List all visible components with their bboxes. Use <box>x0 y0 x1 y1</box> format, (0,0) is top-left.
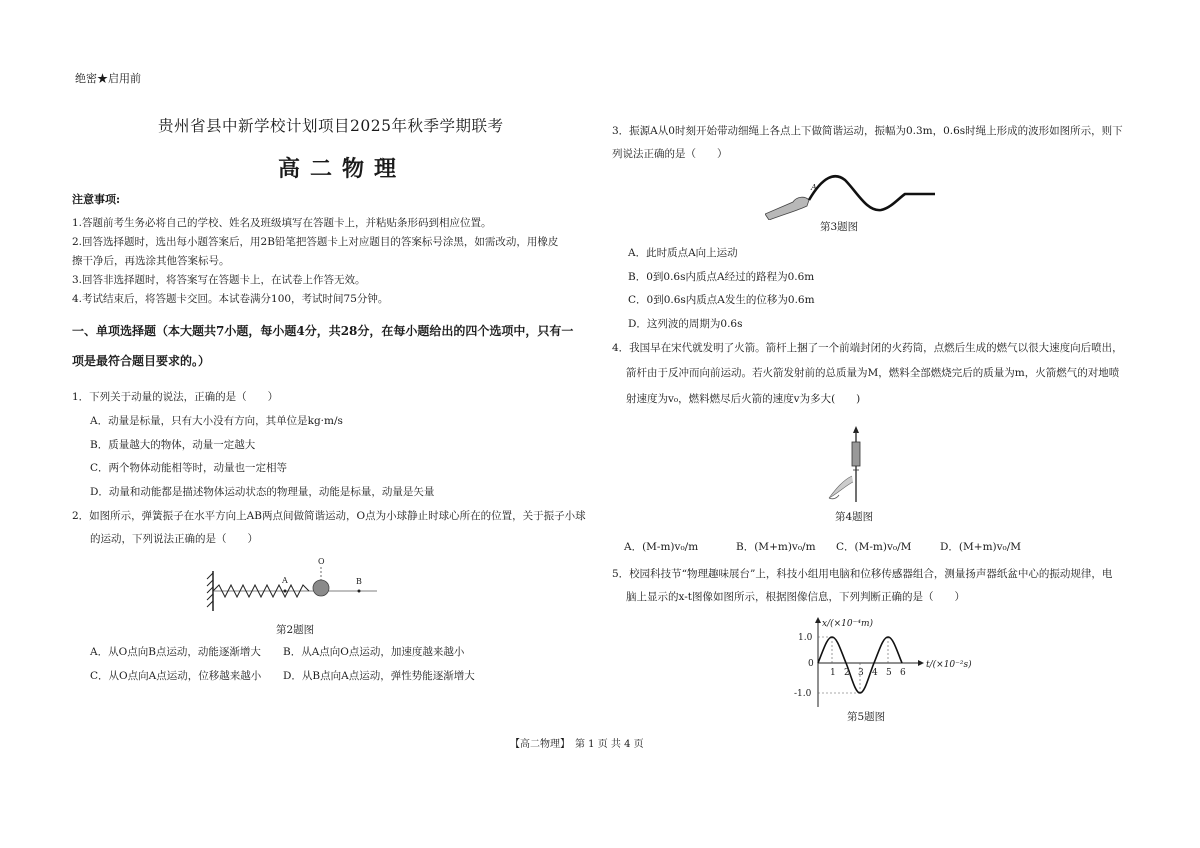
y-tick-label: -1.0 <box>794 689 812 699</box>
q4-stem: 箭杆由于反冲而向前运动。若火箭发射前的总质量为M，燃料全部燃烧完后的质量为m，火箭燃气的对地喷 <box>626 367 1120 379</box>
q1-stem: 1．下列关于动量的说法，正确的是（ ） <box>72 391 279 403</box>
notice-item: 擦干净后，再选涂其他答案标号。 <box>72 255 230 267</box>
x-tick-label: 6 <box>900 668 906 678</box>
notice-item: 2.回答选择题时，选出每小题答案后，用2B铅笔把答题卡上对应题目的答案标号涂黑，如需改动，用橡皮 <box>72 236 559 248</box>
q5-caption: 第5题图 <box>847 711 886 723</box>
subject-title: 高二物理 <box>278 156 407 182</box>
q2-stem: 2．如图所示，弹簧振子在水平方向上AB两点间做简谐运动，O点为小球静止时球心所在的位置，关于振子小球 <box>72 510 586 522</box>
q2-option-b: B．从A点向O点运动，加速度越来越小 <box>283 646 465 658</box>
x-tick-label: 3 <box>858 668 864 678</box>
q2-option-a: A．从O点向B点运动，动能逐渐增大 <box>90 646 261 658</box>
section-heading: 项是最符合题目要求的。） <box>72 354 211 368</box>
q2-stem: 的运动，下列说法正确的是（ ） <box>90 533 258 545</box>
point-a-label: A <box>811 183 817 192</box>
x-tick-label: 4 <box>872 668 878 678</box>
q1-option-d: D．动量和动能都是描述物体运动状态的物理量，动能是标量，动量是矢量 <box>90 486 435 498</box>
q3-option-d: D．这列波的周期为0.6s <box>628 318 743 330</box>
xt-graph-figure <box>790 615 1015 710</box>
q4-stem: 4．我国早在宋代就发明了火箭。箭杆上捆了一个前端封闭的火药筒，点燃后生成的燃气以很大速度向后喷出， <box>612 342 1123 354</box>
q1-option-c: C．两个物体动能相等时，动量也一定相等 <box>90 462 288 474</box>
point-o-label: O <box>318 557 325 566</box>
q4-option-d: D．(M+m)v₀/M <box>940 541 1022 553</box>
q2-option-c: C．从O点向A点运动，位移越来越小 <box>90 670 262 682</box>
y-tick-label: 1.0 <box>798 633 813 643</box>
notice-item: 4.考试结束后，将答题卡交回。本试卷满分100，考试时间75分钟。 <box>72 293 389 305</box>
q1-option-b: B．质量越大的物体，动量一定越大 <box>90 439 256 451</box>
exam-title: 贵州省县中新学校计划项目2025年秋季学期联考 <box>158 117 504 135</box>
notice-heading: 注意事项: <box>72 193 121 206</box>
confidential-mark: 绝密★启用前 <box>75 72 141 85</box>
rope-wave-figure <box>765 170 940 220</box>
q3-option-b: B．0到0.6s内质点A经过的路程为0.6m <box>628 271 815 283</box>
q4-stem: 射速度为v₀，燃料燃尽后火箭的速度v为多大( ) <box>626 393 861 405</box>
section-heading: 一、单项选择题（本大题共7小题，每小题4分，共28分，在每小题给出的四个选项中，只有一 <box>72 324 574 338</box>
x-tick-label: 1 <box>830 668 836 678</box>
y-tick-label: 0 <box>808 659 814 669</box>
q1-option-a: A．动量是标量，只有大小没有方向，其单位是kg·m/s <box>90 415 343 427</box>
page-footer: 【高二物理】 第 1 页 共 4 页 <box>510 739 644 750</box>
x-axis-label: t/(×10⁻²s) <box>926 660 972 670</box>
q4-option-a: A．(M-m)v₀/m <box>624 541 699 553</box>
q3-stem: 3．振源A从0时刻开始带动细绳上各点上下做简谐运动，振幅为0.3m，0.6s时绳上形成的波形如图所示，则下 <box>612 125 1123 137</box>
notice-item: 3.回答非选择题时，将答案写在答题卡上，在试卷上作答无效。 <box>72 274 366 286</box>
point-a-label: A <box>282 576 288 585</box>
q3-option-c: C．0到0.6s内质点A发生的位移为0.6m <box>628 294 815 306</box>
x-tick-label: 5 <box>886 668 892 678</box>
spring-oscillator-figure <box>205 555 385 615</box>
q3-option-a: A．此时质点A向上运动 <box>628 247 738 259</box>
q4-option-c: C．(M-m)v₀/M <box>836 541 912 553</box>
point-b-label: B <box>356 577 362 586</box>
q4-option-b: B．(M+m)v₀/m <box>736 541 816 553</box>
q2-caption: 第2题图 <box>276 624 315 636</box>
q5-stem: 5．校园科技节“物理趣味展台”上，科技小组用电脑和位移传感器组合，测量扬声器纸盆中心的振动规律，电 <box>612 568 1113 580</box>
q2-option-d: D．从B点向A点运动，弹性势能逐渐增大 <box>283 670 475 682</box>
q4-caption: 第4题图 <box>835 511 874 523</box>
rocket-arrow-figure <box>825 424 870 504</box>
q3-caption: 第3题图 <box>820 221 859 233</box>
y-axis-label: x/(×10⁻⁴m) <box>822 619 874 629</box>
notice-item: 1.答题前考生务必将自己的学校、姓名及班级填写在答题卡上，并粘贴条形码到相应位置。 <box>72 217 492 229</box>
q3-stem: 列说法正确的是（ ） <box>612 148 728 160</box>
q5-stem: 脑上显示的x-t图像如图所示，根据图像信息，下列判断正确的是（ ） <box>626 591 966 603</box>
x-tick-label: 2 <box>844 668 850 678</box>
